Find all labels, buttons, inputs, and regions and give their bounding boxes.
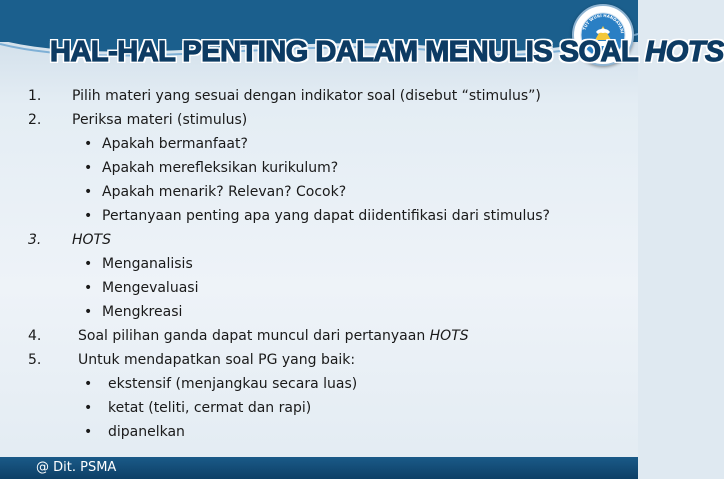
item-number: 4. (28, 328, 42, 344)
footer-text: @ Dit. PSMA (36, 460, 117, 475)
bullet-icon: • (84, 280, 93, 296)
sub-bullet-text: Mengevaluasi (102, 280, 199, 296)
item-text: HOTS (72, 232, 111, 248)
title-emphasis: HOTS (645, 36, 724, 68)
bullet-icon: • (84, 424, 93, 440)
item-number: 2. (28, 112, 42, 128)
bullet-icon: • (84, 304, 93, 320)
logo-text: TUT WURI HANDAYANI (581, 12, 625, 34)
bullet-icon: • (84, 184, 93, 200)
bullet-icon: • (84, 160, 93, 176)
sub-bullet-text: Apakah merefleksikan kurikulum? (102, 160, 339, 176)
sub-bullet-text: ekstensif (menjangkau secara luas) (108, 376, 358, 392)
bullet-icon: • (84, 208, 93, 224)
item-text: Untuk mendapatkan soal PG yang baik: (78, 352, 356, 368)
bullet-icon: • (84, 256, 93, 272)
sub-bullet-text: Mengkreasi (102, 304, 183, 320)
item-text: Periksa materi (stimulus) (72, 112, 248, 128)
item-number: 1. (28, 88, 42, 104)
item-text-emphasis: HOTS (429, 328, 469, 344)
sub-bullet-text: Apakah menarik? Relevan? Cocok? (102, 184, 347, 200)
bullet-icon: • (84, 400, 93, 416)
item-text (78, 324, 469, 348)
sub-bullet-text: ketat (teliti, cermat dan rapi) (108, 400, 312, 416)
slide-title (50, 36, 724, 69)
item-text: Pilih materi yang sesuai dengan indikator soal (disebut “stimulus”) (72, 88, 541, 104)
sub-bullet-text: Apakah bermanfaat? (102, 136, 248, 152)
sub-bullet-text: Menganalisis (102, 256, 193, 272)
item-number: 5. (28, 352, 42, 368)
title-main: HAL-HAL PENTING DALAM MENULIS SOAL (50, 36, 646, 68)
bullet-icon: • (84, 136, 93, 152)
sub-bullet-text: Pertanyaan penting apa yang dapat diidentifikasi dari stimulus? (102, 208, 550, 224)
item-number: 3. (28, 232, 42, 248)
item-text-main: Soal pilihan ganda dapat muncul dari pertanyaan (78, 328, 430, 344)
bullet-icon: • (84, 376, 93, 392)
footer-bar (0, 457, 638, 479)
sub-bullet-text: dipanelkan (108, 424, 185, 440)
